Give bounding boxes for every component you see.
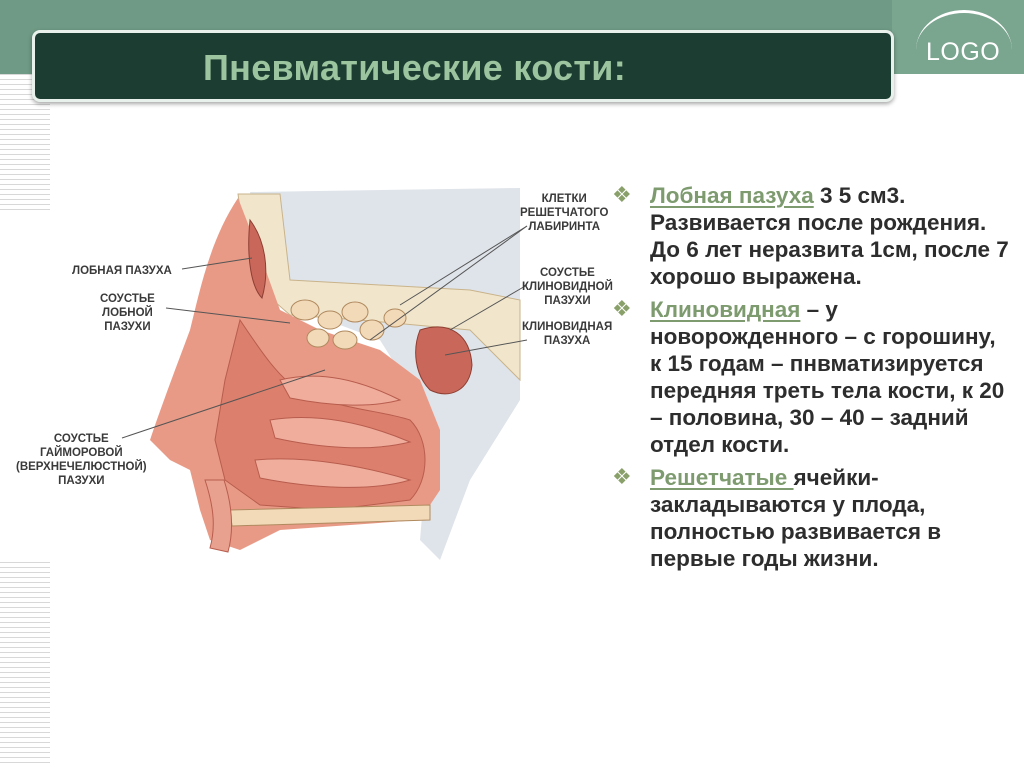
label-frontal-sinus: ЛОБНАЯ ПАЗУХА: [72, 265, 172, 277]
diamond-bullet-icon: ❖: [612, 297, 632, 322]
diamond-bullet-icon: ❖: [612, 183, 632, 208]
content-text: [612, 182, 1012, 578]
bullet-frontal-sinus: [612, 182, 1012, 290]
label-ethmoid-cells: КЛЕТКИ РЕШЕТЧАТОГО ЛАБИРИНТА: [520, 193, 609, 233]
term-sphenoid: Клиновидная: [650, 297, 801, 322]
text-sphenoid: – у новорожденного – с горошину, к 15 годам – пнвматизируется передняя треть тела кости, к 20 – половина, 30 – 40 – задний отдел кости.: [650, 297, 1005, 457]
anatomy-figure: [0, 180, 640, 580]
label-sphenoid-ostium: СОУСТЬЕ КЛИНОВИДНОЙ ПАЗУХИ: [522, 267, 613, 307]
title-bar: [32, 30, 894, 102]
sinus-illustration: [0, 180, 640, 580]
label-sphenoid-sinus: КЛИНОВИДНАЯ ПАЗУХА: [522, 321, 613, 347]
slide-title: Пневматические кости:: [203, 47, 627, 88]
text-frontal-sinus: 3 5 см3. Развивается после рождения. До 6 лет неразвита 1см, после 7 хорошо выражена.: [650, 183, 1009, 289]
decorative-stripes-bottom: [0, 562, 50, 767]
diamond-bullet-icon: ❖: [612, 465, 632, 490]
logo: LOGO: [926, 38, 1001, 66]
bullet-sphenoid: [612, 296, 1012, 458]
term-ethmoid: Решетчатые: [650, 465, 794, 490]
label-maxillary-ostium: СОУСТЬЕ ГАЙМОРОВОЙ (ВЕРХНЕЧЕЛЮСТНОЙ) ПАЗУХИ: [16, 433, 147, 487]
text-ethmoid: ячейки- закладываются у плода, полностью развивается в первые годы жизни.: [650, 465, 942, 571]
bullet-ethmoid: [612, 464, 1012, 572]
term-frontal-sinus: Лобная пазуха: [650, 183, 814, 208]
label-frontal-ostium: СОУСТЬЕ ЛОБНОЙ ПАЗУХИ: [100, 293, 155, 333]
